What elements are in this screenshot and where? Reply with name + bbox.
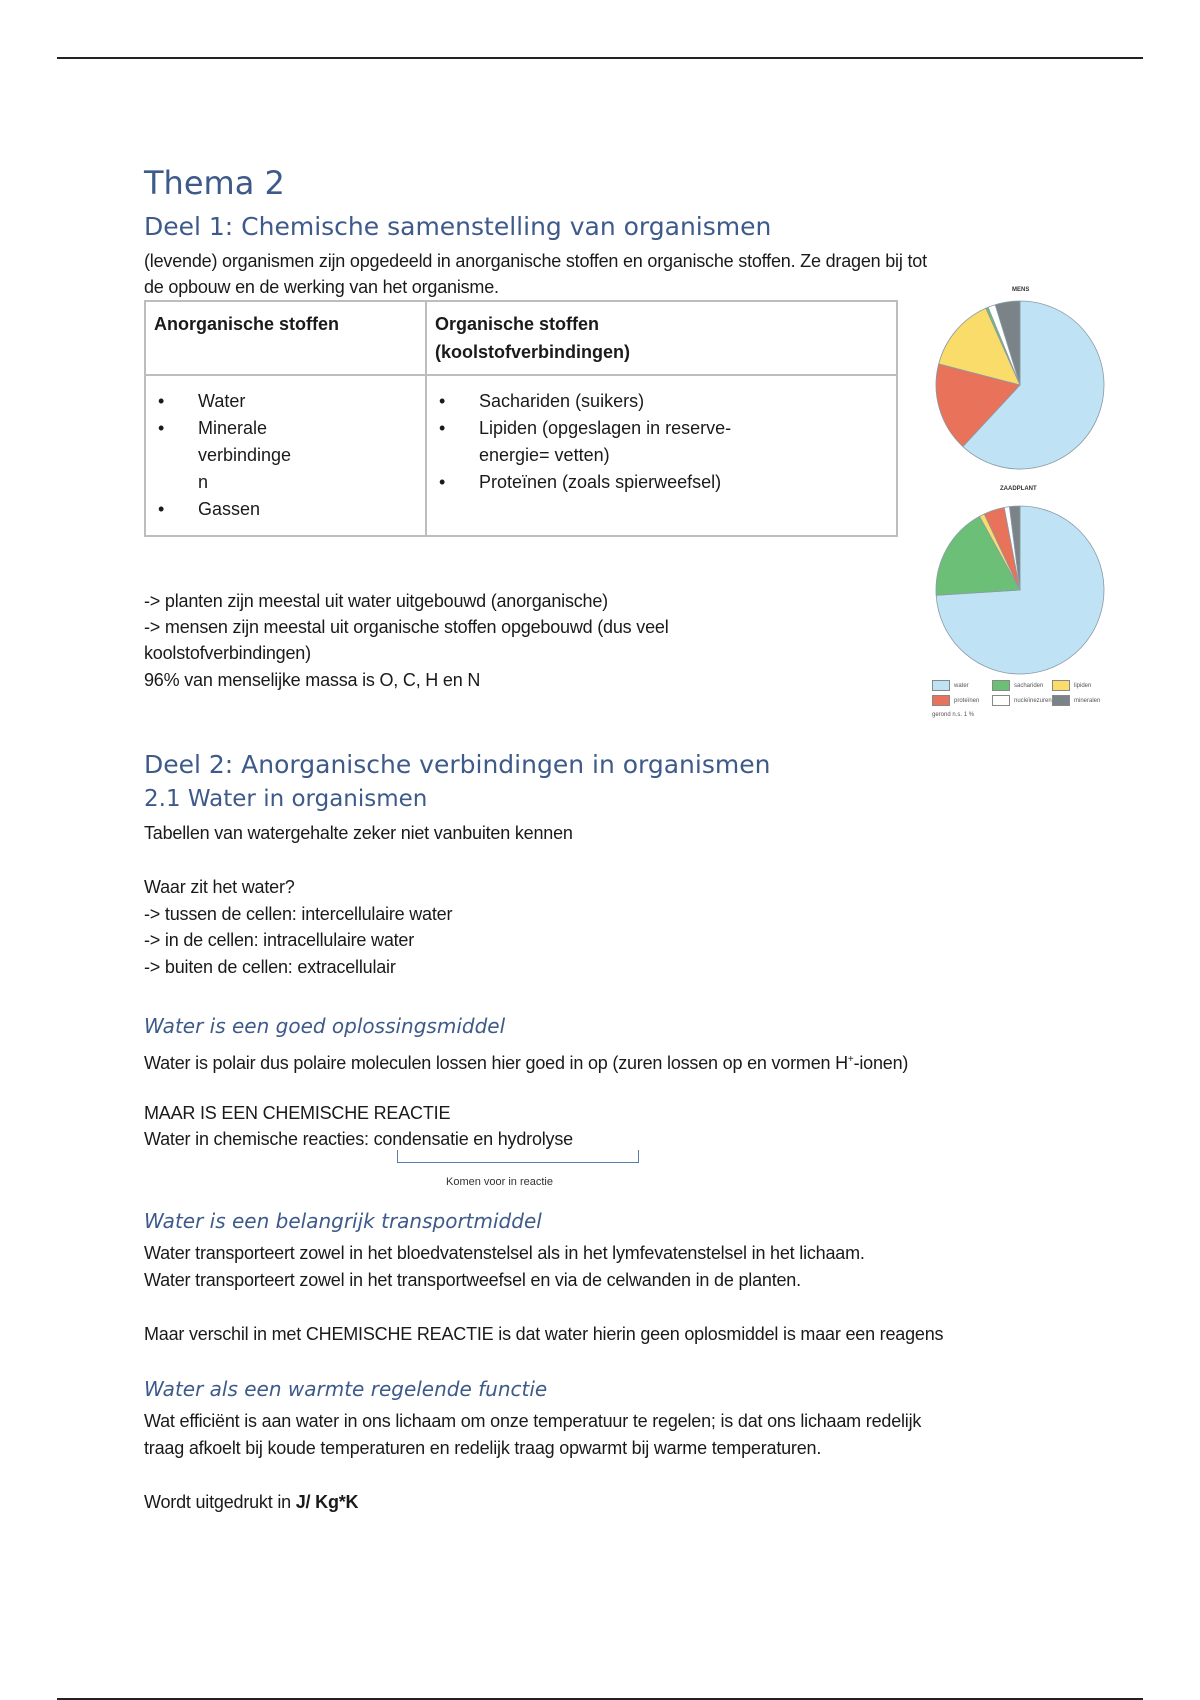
transport-line: Water transporteert zowel in het bloedvatenstelsel als in het lymfevatenstelsel in het lichaam. [144, 1243, 865, 1263]
bracket-annotation [397, 1150, 639, 1163]
list-item: • Minerale verbindinge n [154, 415, 417, 496]
legend-item: sachariden [992, 680, 1052, 691]
section-2-1-heading: 2.1 Water in organismen [144, 786, 428, 812]
legend-swatch [992, 695, 1010, 706]
note-line: koolstofverbindingen) [144, 643, 311, 663]
legend-swatch [1052, 695, 1070, 706]
legend-swatch [992, 680, 1010, 691]
table-row [145, 375, 897, 536]
caps-line: MAAR IS EEN CHEMISCHE REACTIE [144, 1103, 451, 1123]
legend-swatch [932, 695, 950, 706]
col2-header-line2: (koolstofverbindingen) [435, 342, 630, 362]
deel1-intro-line2: de opbouw en de werking van het organisme. [144, 277, 499, 297]
deel1-intro-line1: (levende) organismen zijn opgedeeld in anorganische stoffen en organische stoffen. Ze dragen bij tot [144, 251, 927, 271]
polair-text: Water is polair dus polaire moleculen lossen hier goed in op (zuren lossen op en vormen H+-ionen) [144, 1053, 909, 1073]
where-item: -> in de cellen: intracellulaire water [144, 930, 415, 950]
pie-chart-mens [930, 295, 1110, 475]
unit-line: Wordt uitgedrukt in J/ Kg*K [144, 1492, 359, 1512]
deel1-heading: Deel 1: Chemische samenstelling van organismen [144, 212, 772, 241]
legend-item: nucleïnezuren [992, 695, 1052, 706]
warmte-line: traag afkoelt bij koude temperaturen en redelijk traag opwarmt bij warme temperaturen. [144, 1438, 822, 1458]
list-item: • Sachariden (suikers) [435, 388, 888, 415]
anorganische-list [154, 388, 417, 523]
warmte-heading: Water als een warmte regelende functie [144, 1377, 548, 1401]
list-item: • Water [154, 388, 417, 415]
where-item: -> buiten de cellen: extracellulair [144, 957, 396, 977]
transport-line: Water transporteert zowel in het transportweefsel en via de celwanden in de planten. [144, 1270, 801, 1290]
header-rule [57, 57, 1143, 59]
legend-item: water [932, 680, 992, 691]
col2-header-line1: Organische stoffen [435, 314, 600, 334]
pie2-title: ZAADPLANT [1000, 486, 1037, 492]
legend-item: mineralen [1052, 695, 1112, 706]
note-line: -> planten zijn meestal uit water uitgebouwd (anorganische) [144, 591, 608, 611]
bracket-label: Komen voor in reactie [446, 1176, 553, 1188]
page-title: Thema 2 [144, 164, 285, 202]
list-item: • Proteïnen (zoals spierweefsel) [435, 469, 888, 496]
pie-chart-zaadplant [930, 500, 1110, 680]
legend-swatch [932, 680, 950, 691]
legend-item: lipiden [1052, 680, 1112, 691]
col1-header: Anorganische stoffen [154, 314, 340, 334]
oplossingsmiddel-heading: Water is een goed oplossingsmiddel [144, 1014, 506, 1038]
stoffen-table [144, 300, 898, 537]
note-line: -> mensen zijn meestal uit organische stoffen opgebouwd (dus veel [144, 617, 669, 637]
reaction-line: Water in chemische reacties: condensatie en hydrolyse [144, 1129, 573, 1149]
table-header-row [145, 301, 897, 375]
verschil-line: Maar verschil in met CHEMISCHE REACTIE is dat water hierin geen oplosmiddel is maar een reagens [144, 1324, 944, 1344]
watergehalte-note: Tabellen van watergehalte zeker niet vanbuiten kennen [144, 823, 573, 843]
where-item: -> tussen de cellen: intercellulaire water [144, 904, 453, 924]
pie1-title: MENS [1012, 287, 1030, 293]
list-item: • Gassen [154, 496, 417, 523]
organische-list [435, 388, 888, 496]
where-title: Waar zit het water? [144, 877, 295, 897]
list-item: • Lipiden (opgeslagen in reserve- energie= vetten) [435, 415, 888, 469]
legend-item: proteïnen [932, 695, 992, 706]
chart-legend [932, 680, 1122, 718]
unit-value: J/ Kg*K [295, 1492, 359, 1512]
note-line: 96% van menselijke massa is O, C, H en N [144, 670, 481, 690]
transportmiddel-heading: Water is een belangrijk transportmiddel [144, 1209, 542, 1233]
deel2-heading: Deel 2: Anorganische verbindingen in organismen [144, 750, 771, 779]
legend-swatch [1052, 680, 1070, 691]
warmte-line: Wat efficiënt is aan water in ons lichaam om onze temperatuur te regelen; is dat ons lichaam redelijk [144, 1411, 922, 1431]
legend-note: gerond n.s. 1 % [932, 712, 975, 718]
